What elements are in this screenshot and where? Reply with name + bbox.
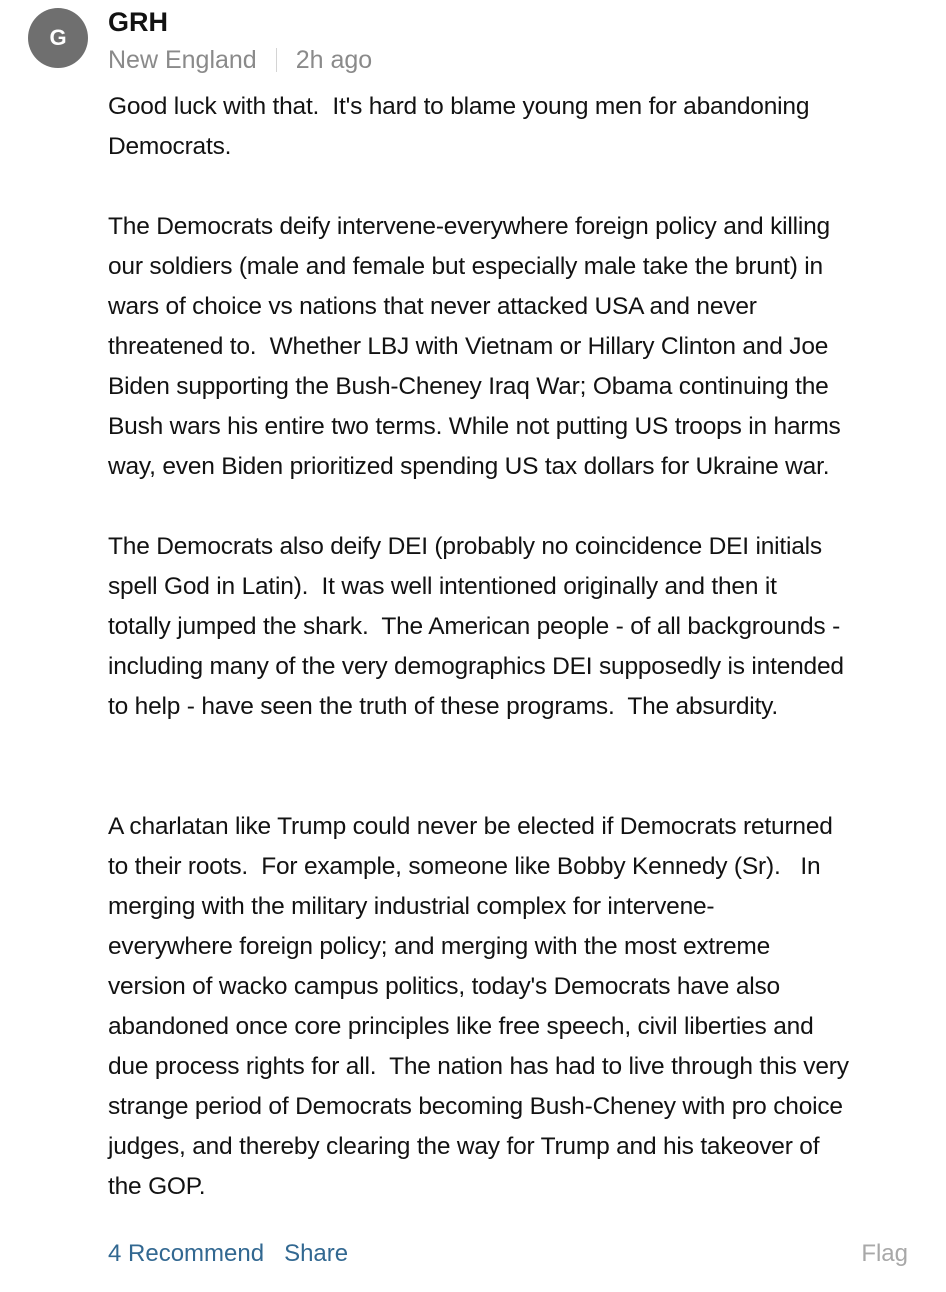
comment-paragraph-1: Good luck with that. It's hard to blame young men for abandoning Democrats.	[108, 93, 810, 160]
paragraph-spacer	[108, 167, 938, 207]
comment-meta	[108, 43, 372, 77]
comment-paragraph-4: A charlatan like Trump could never be elected if Democrats returned to their roots. For example, someone like Bobby Kennedy (Sr). In merging with the military industrial complex for intervene- everywhere foreign policy; and merging with the most extreme version of wacko campus politics, today's Democrats have also abandoned once core principles like free speech, civil liberties and due process rights for all. The nation has had to live through this very strange period of Democrats becoming Bush-Cheney with pro choice judges, and thereby clearing the way for Trump and his takeover of the GOP.	[108, 813, 849, 1200]
comment-paragraph-3: The Democrats also deify DEI (probably no coincidence DEI initials spell God in Latin). It was well intentioned originally and then it totally jumped the shark. The American people - of all backgrounds - including many of the very demographics DEI supposedly is intended to help - have seen the truth of these programs. The absurdity.	[108, 533, 844, 720]
flag-button[interactable]: Flag	[861, 1240, 908, 1267]
comment-body	[108, 87, 938, 1207]
meta-divider	[276, 48, 277, 72]
recommend-button[interactable]: 4 Recommend	[108, 1240, 265, 1267]
share-button[interactable]: Share	[284, 1240, 349, 1267]
paragraph-spacer	[108, 487, 938, 527]
avatar[interactable]	[28, 8, 88, 68]
comment-timestamp: 2h ago	[295, 46, 373, 74]
comment-location: New England	[108, 46, 257, 74]
comment-actions	[108, 1236, 908, 1272]
paragraph-spacer	[108, 727, 938, 807]
comment-paragraph-2: The Democrats deify intervene-everywhere foreign policy and killing our soldiers (male and female but especially male take the brunt) in wars of choice vs nations that never attacked USA and never threatened to. Whether LBJ with Vietnam or Hillary Clinton and Joe Biden supporting the Bush-Cheney Iraq War; Obama continuing the Bush wars his entire two terms. While not putting US troops in harms way, even Biden prioritized spending US tax dollars for Ukraine war.	[108, 213, 841, 480]
comment-author[interactable]: GRH	[108, 7, 168, 37]
avatar-initial: G	[49, 25, 67, 50]
